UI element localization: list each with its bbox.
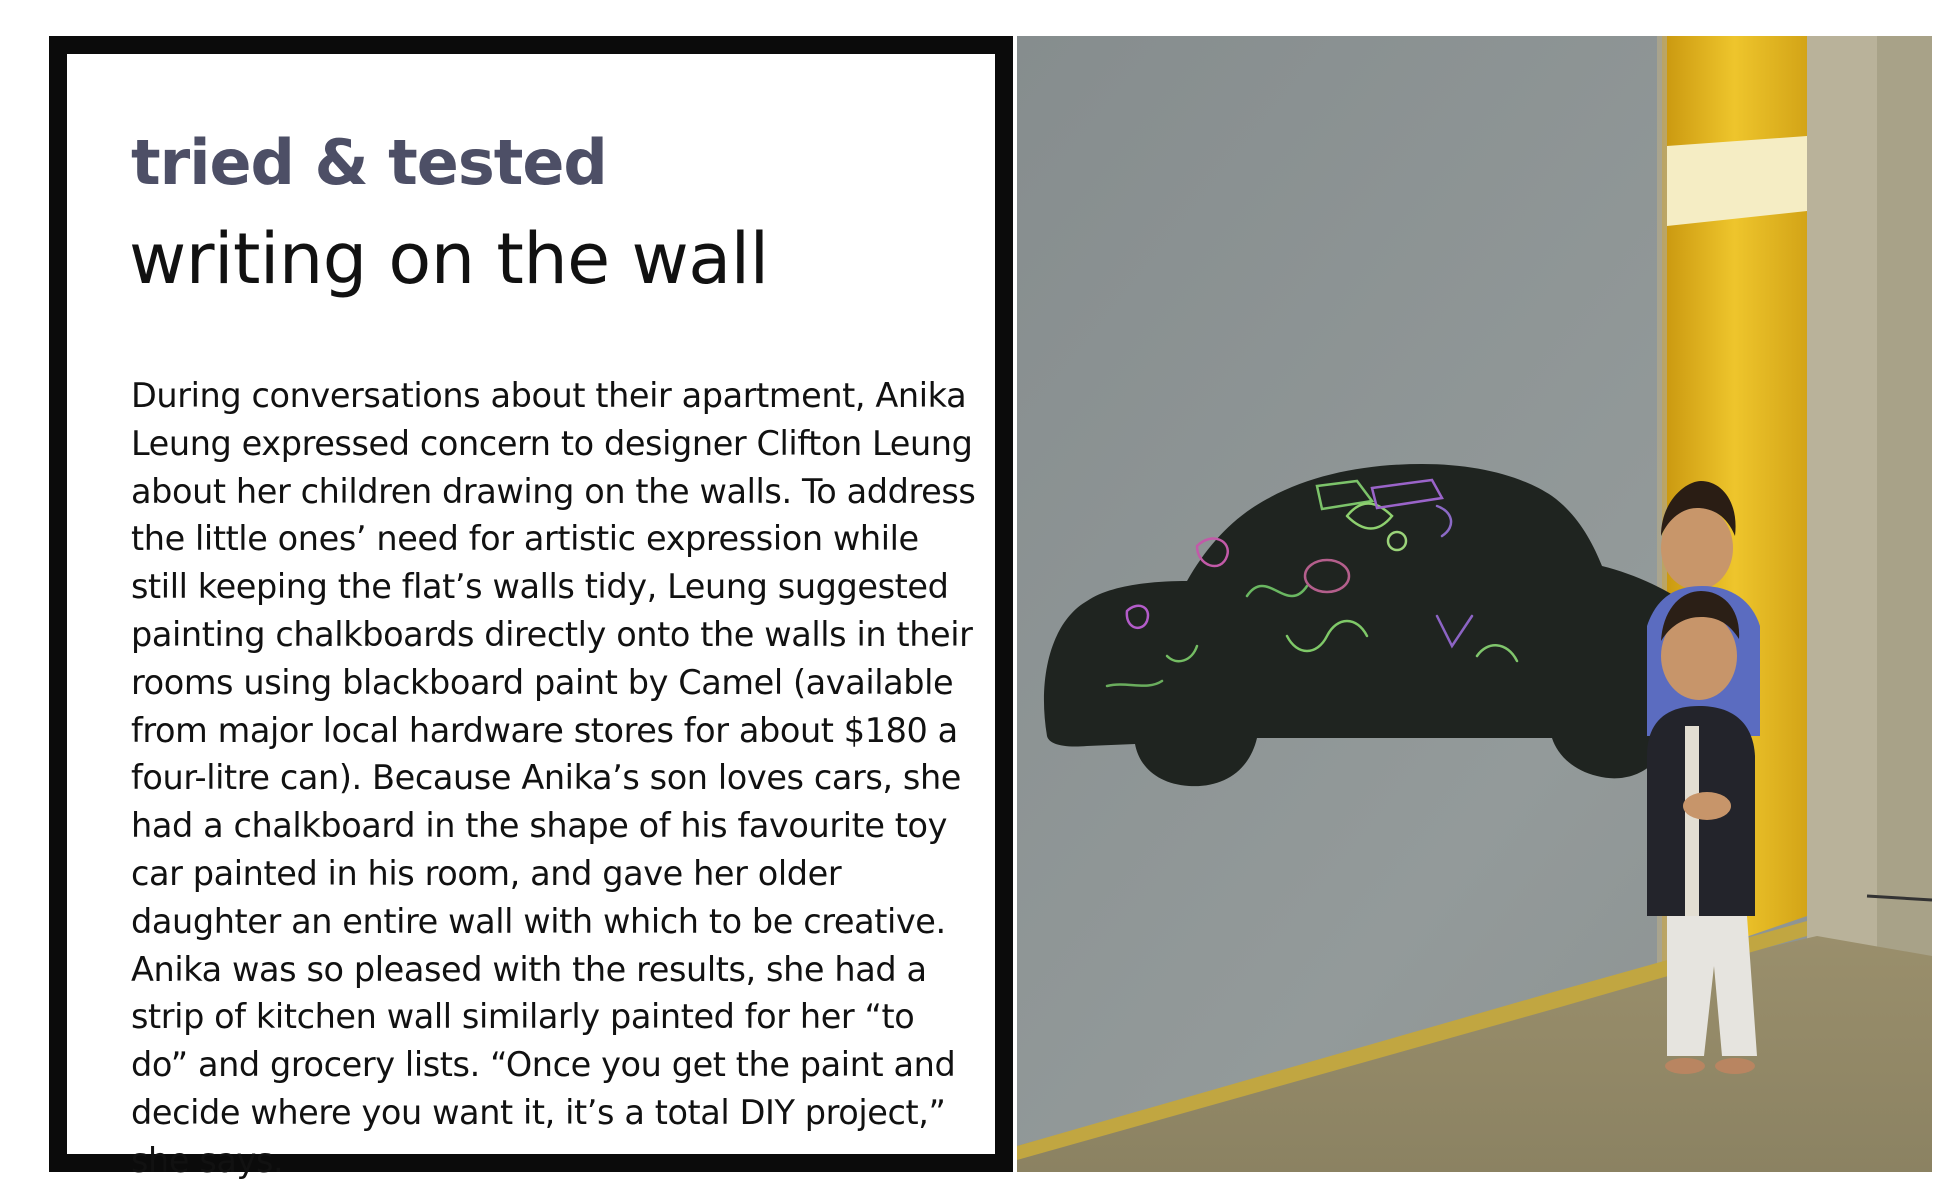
article-headline: writing on the wall xyxy=(129,218,769,300)
article-text-panel xyxy=(49,36,1013,1180)
article-body: During conversations about their apartment, Anika Leung expressed concern to designer Clifton Leung about her children drawing on the walls. To address the little ones’ need for artistic expression while still keeping the flat’s walls tidy, Leung suggested painting chalkboards directly onto the walls in their rooms using blackboard paint by Camel (available from major local hardware stores for about $180 a four-litre can). Because Anika’s son loves cars, she had a chalkboard in the shape of his favourite toy car painted in his room, and gave her older daughter an entire wall with which to be creative. Anika was so pleased with the results, she had a strip of kitchen wall similarly painted for her “to do” and grocery lists. “Once you get the paint and decide where you want it, it’s a total DIY project,” she says. xyxy=(131,376,976,1180)
section-kicker: tried & tested xyxy=(131,126,607,199)
photo-illustration xyxy=(1017,36,1932,1172)
article-photo xyxy=(1017,36,1932,1172)
ceiling-light-strip xyxy=(1667,136,1807,226)
